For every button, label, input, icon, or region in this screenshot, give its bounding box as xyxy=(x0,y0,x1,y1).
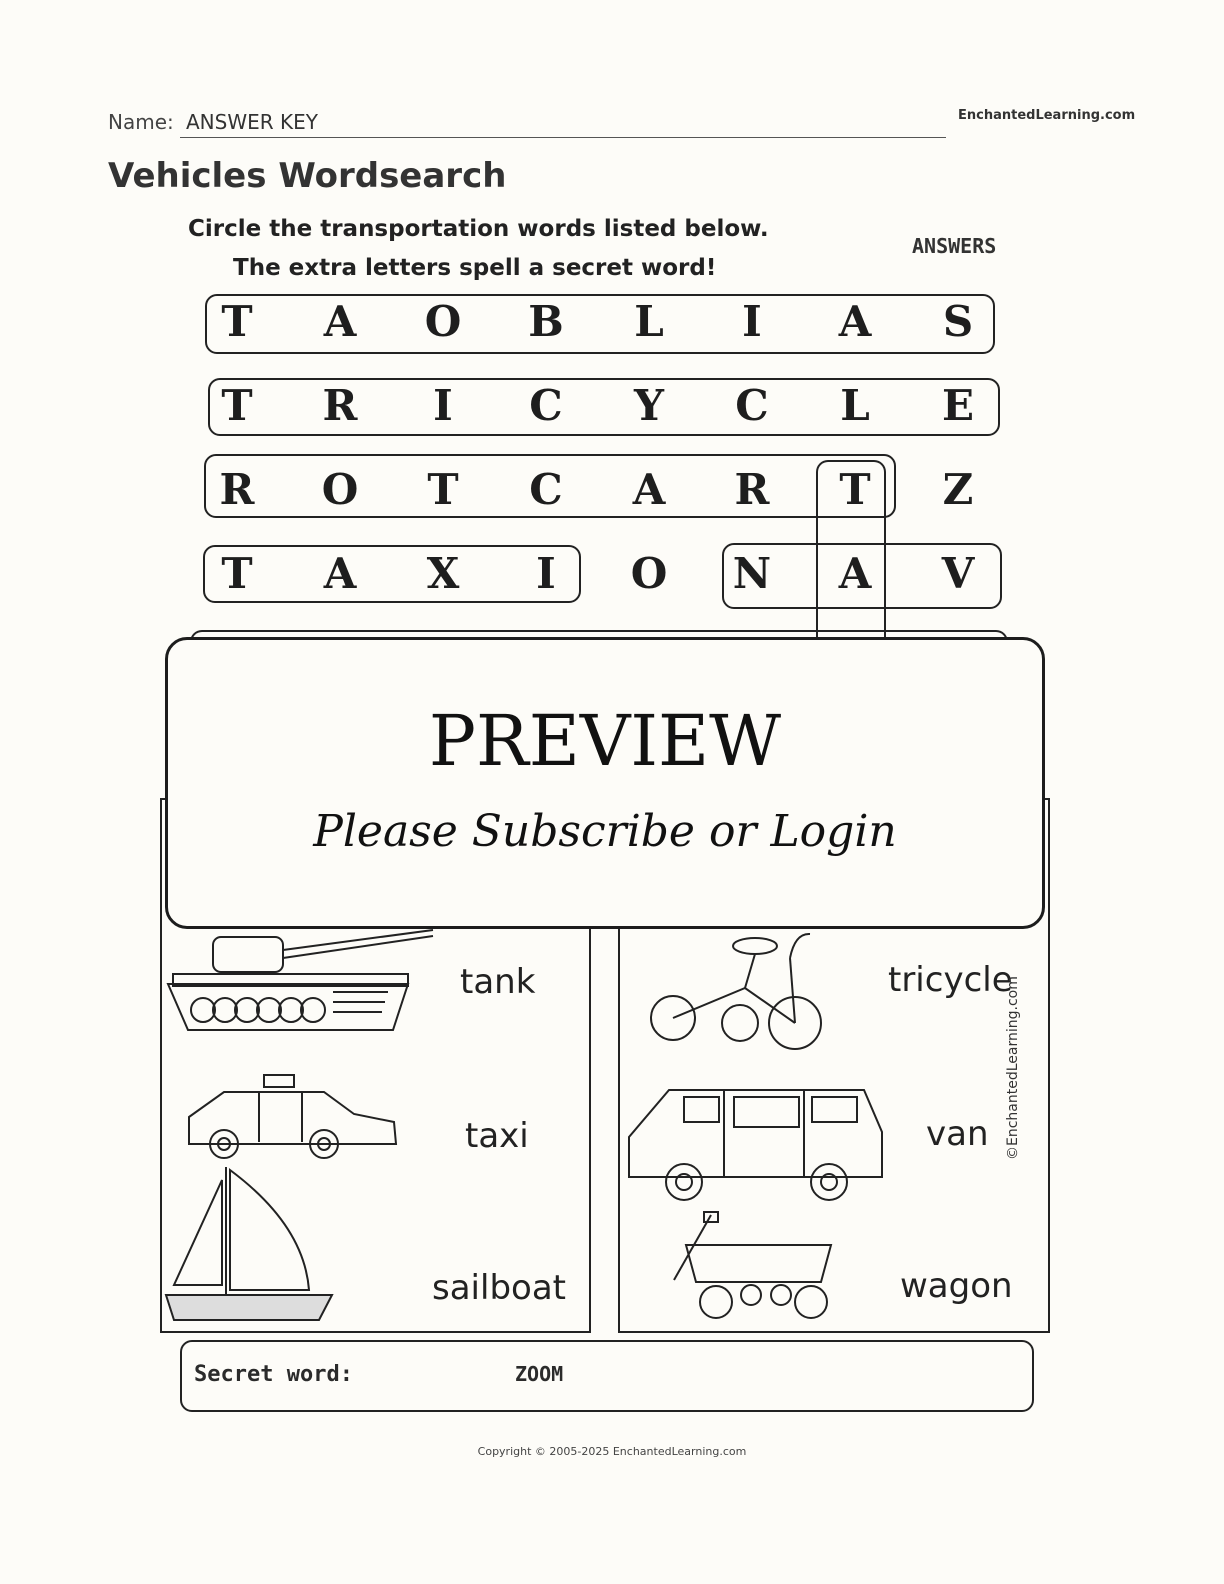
grid-cell[interactable]: A xyxy=(323,549,357,598)
grid-cell[interactable]: R xyxy=(734,465,770,514)
grid-cell[interactable]: Y xyxy=(634,381,664,430)
grid-cell[interactable]: C xyxy=(735,381,769,430)
copyright: Copyright © 2005-2025 EnchantedLearning.com xyxy=(477,1445,747,1458)
answers-label: ANSWERS xyxy=(912,234,997,258)
preview-title: PREVIEW xyxy=(428,700,782,782)
preview-overlay[interactable] xyxy=(165,637,1045,929)
site-logo[interactable]: EnchantedLearning.com xyxy=(958,108,1136,123)
grid-cell[interactable]: S xyxy=(942,297,974,346)
grid-cell[interactable]: C xyxy=(529,465,563,514)
wagon-icon xyxy=(656,1210,836,1325)
word-tank: tank xyxy=(460,962,536,1002)
grid-row-1 xyxy=(0,292,1224,362)
grid-cell[interactable]: A xyxy=(323,297,357,346)
grid-cell[interactable]: T xyxy=(221,297,253,346)
grid-cell[interactable]: T xyxy=(839,465,871,514)
grid-cell[interactable]: R xyxy=(322,381,358,430)
vertical-credit: ©EnchantedLearning.com xyxy=(1005,976,1021,1160)
grid-cell[interactable]: L xyxy=(840,381,870,430)
grid-cell[interactable]: N xyxy=(732,549,772,598)
word-wagon: wagon xyxy=(900,1266,1013,1306)
tricycle-icon xyxy=(645,928,830,1053)
grid-cell[interactable]: O xyxy=(630,549,668,598)
word-tricycle: tricycle xyxy=(888,960,1013,1000)
grid-cell[interactable]: A xyxy=(838,297,872,346)
grid-cell[interactable]: I xyxy=(742,297,762,346)
word-sailboat: sailboat xyxy=(432,1268,566,1308)
grid-cell[interactable]: L xyxy=(634,297,664,346)
grid-cell[interactable]: B xyxy=(528,297,564,346)
grid-cell[interactable]: I xyxy=(536,549,556,598)
grid-cell[interactable]: O xyxy=(424,297,462,346)
word-van: van xyxy=(926,1114,989,1154)
secret-word-value: ZOOM xyxy=(515,1362,564,1386)
sailboat-icon xyxy=(164,1165,334,1325)
name-field[interactable]: ANSWER KEY xyxy=(180,110,946,138)
instruction-line-1: Circle the transportation words listed below. xyxy=(188,216,769,242)
grid-cell[interactable]: C xyxy=(529,381,563,430)
grid-cell[interactable]: V xyxy=(941,549,975,598)
tank-icon xyxy=(163,922,435,1037)
grid-cell[interactable]: Z xyxy=(942,465,974,514)
word-taxi: taxi xyxy=(465,1116,529,1156)
grid-cell[interactable]: A xyxy=(838,549,872,598)
grid-row-4 xyxy=(0,544,1224,614)
grid-row-3 xyxy=(0,460,1224,530)
instruction-line-2: The extra letters spell a secret word! xyxy=(233,255,717,281)
grid-cell[interactable]: I xyxy=(433,381,453,430)
grid-row-2 xyxy=(0,376,1224,446)
grid-cell[interactable]: A xyxy=(632,465,666,514)
secret-word-label: Secret word: xyxy=(194,1362,353,1387)
grid-cell[interactable]: T xyxy=(221,549,253,598)
grid-cell[interactable]: E xyxy=(941,381,974,430)
grid-cell[interactable]: R xyxy=(219,465,255,514)
name-label: Name: xyxy=(108,110,174,134)
grid-cell[interactable]: O xyxy=(321,465,359,514)
taxi-icon xyxy=(184,1072,400,1167)
van-icon xyxy=(624,1082,886,1202)
grid-cell[interactable]: T xyxy=(221,381,253,430)
grid-cell[interactable]: X xyxy=(426,549,460,598)
subscribe-login-link[interactable]: Please Subscribe or Login xyxy=(313,806,897,857)
page-title: Vehicles Wordsearch xyxy=(108,156,507,196)
grid-cell[interactable]: T xyxy=(427,465,459,514)
